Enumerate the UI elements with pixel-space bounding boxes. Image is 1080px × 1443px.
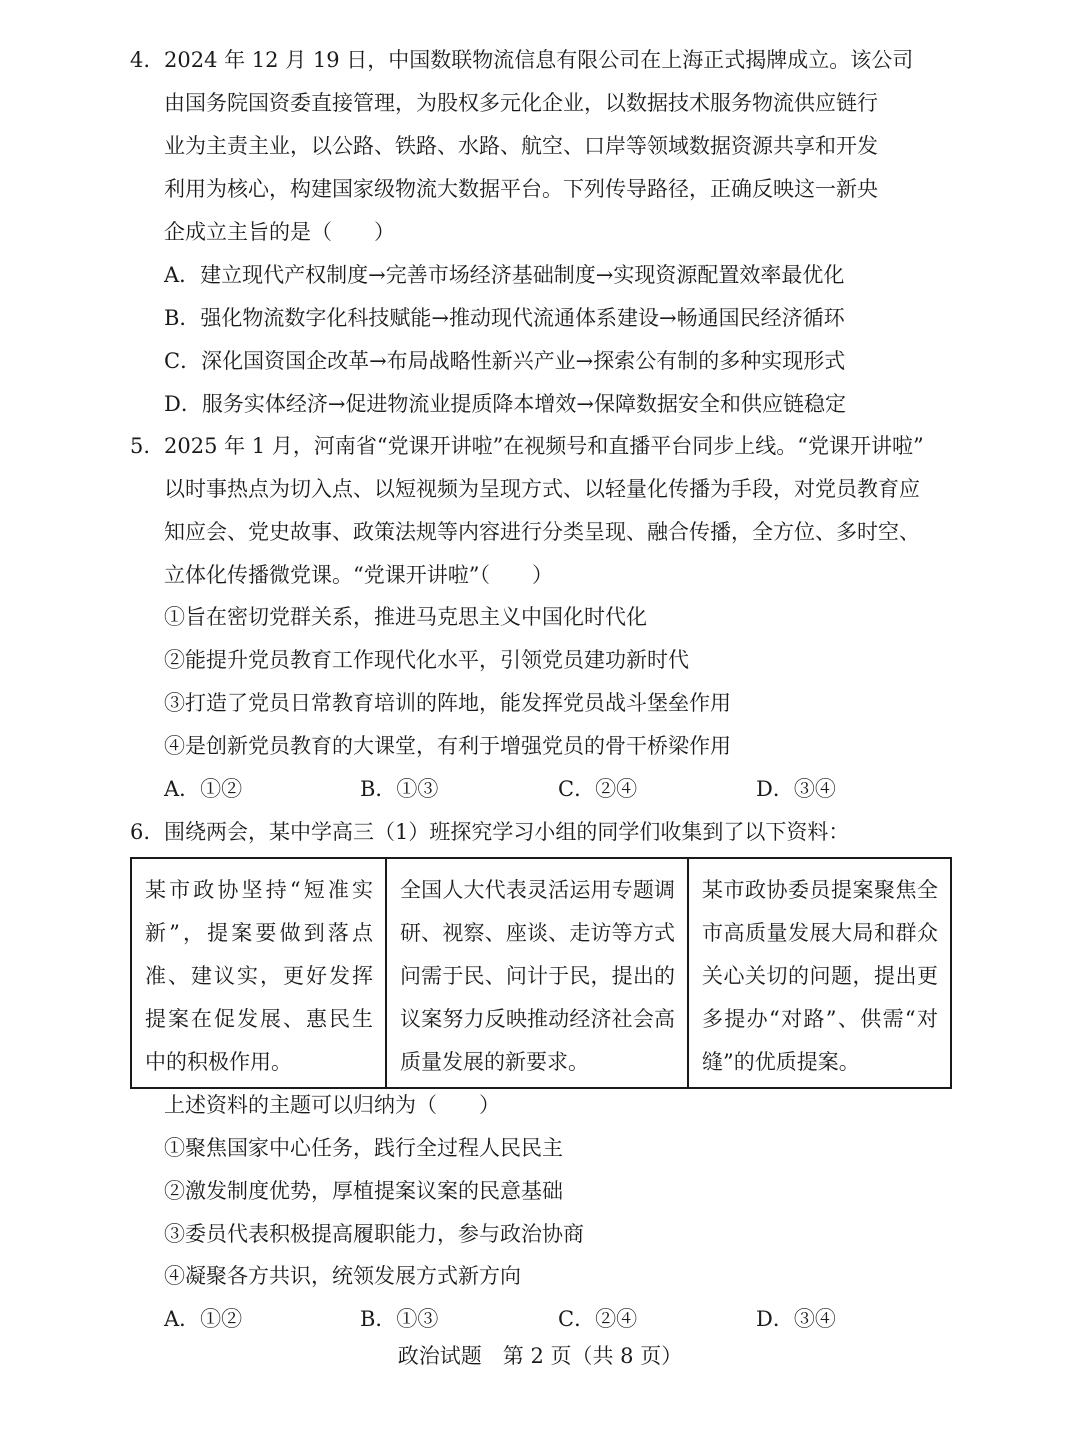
q6-number: 6. — [130, 820, 151, 844]
material-2: 全国人大代表灵活运用专题调研、视察、座谈、走访等方式问需于民、问计于民，提出的议案努力反映推动经济社会高质量发展的新要求。 — [386, 858, 688, 1088]
q6-intro: 围绕两会，某中学高三（1）班探究学习小组的同学们收集到了以下资料： — [164, 820, 850, 844]
material-3: 某市政协委员提案聚焦全市高质量发展大局和群众关心关切的问题，提出更多提办“对路”、供需“对缝”的优质提案。 — [688, 858, 951, 1088]
q4-option-a: A．建立现代产权制度→完善市场经济基础制度→实现资源配置效率最优化 — [164, 263, 845, 287]
q4-line-2: 由国务院国资委直接管理，为股权多元化企业，以数据技术服务物流供应链行 — [164, 91, 878, 115]
q5-line-2: 以时事热点为切入点、以短视频为呈现方式、以轻量化传播为手段，对党员教育应 — [164, 477, 920, 501]
q4-number: 4. — [130, 48, 151, 72]
q6-statement-4: ④凝聚各方共识，统领发展方式新方向 — [164, 1264, 521, 1288]
q6-statement-1: ①聚焦国家中心任务，践行全过程人民民主 — [164, 1136, 563, 1160]
q4-option-b: B．强化物流数字化科技赋能→推动现代流通体系建设→畅通国民经济循环 — [164, 306, 845, 330]
q5-statement-2: ②能提升党员教育工作现代化水平，引领党员建功新时代 — [164, 648, 689, 672]
q6-choice-a: A．①② — [164, 1307, 243, 1331]
q4-option-d: D．服务实体经济→促进物流业提质降本增效→保障数据安全和供应链稳定 — [164, 392, 847, 416]
q5-choice-c: C．②④ — [558, 777, 638, 801]
q5-line-3: 知应会、党史故事、政策法规等内容进行分类呈现、融合传播，全方位、多时空、 — [164, 520, 920, 544]
q5-statement-1: ①旨在密切党群关系，推进马克思主义中国化时代化 — [164, 605, 647, 629]
q5-statement-3: ③打造了党员日常教育培训的阵地，能发挥党员战斗堡垒作用 — [164, 691, 731, 715]
q5-choice-a: A．①② — [164, 777, 243, 801]
q5-line-1: 2025 年 1 月，河南省“党课开讲啦”在视频号和直播平台同步上线。“党课开讲啦” — [164, 434, 924, 458]
q5-line-4: 立体化传播微党课。“党课开讲啦”（ ） — [164, 563, 553, 587]
q6-statement-3: ③委员代表积极提高履职能力，参与政治协商 — [164, 1222, 584, 1246]
materials-table — [130, 857, 952, 1089]
q6-choice-b: B．①③ — [360, 1307, 439, 1331]
q6-choice-d: D．③④ — [756, 1307, 836, 1331]
page-footer: 政治试题 第 2 页（共 8 页） — [397, 1344, 683, 1368]
q4-line-1: 2024 年 12 月 19 日，中国数联物流信息有限公司在上海正式揭牌成立。该公司 — [164, 48, 914, 72]
q4-line-3: 业为主责主业，以公路、铁路、水路、航空、口岸等领域数据资源共享和开发 — [164, 134, 878, 158]
q6-choice-c: C．②④ — [558, 1307, 638, 1331]
material-1: 某市政协坚持“短准实新”，提案要做到落点准、建议实，更好发挥提案在促发展、惠民生中的积极作用。 — [131, 858, 386, 1088]
q4-line-5: 企成立主旨的是（ ） — [164, 220, 395, 244]
q5-choice-b: B．①③ — [360, 777, 439, 801]
q5-number: 5. — [130, 434, 151, 458]
q6-statement-2: ②激发制度优势，厚植提案议案的民意基础 — [164, 1179, 563, 1203]
q5-choice-d: D．③④ — [756, 777, 836, 801]
q4-line-4: 利用为核心，构建国家级物流大数据平台。下列传导路径，正确反映这一新央 — [164, 177, 878, 201]
q4-option-c: C．深化国资国企改革→布局战略性新兴产业→探索公有制的多种实现形式 — [164, 349, 846, 373]
q5-statement-4: ④是创新党员教育的大课堂，有利于增强党员的骨干桥梁作用 — [164, 734, 731, 758]
q6-question: 上述资料的主题可以归纳为（ ） — [164, 1093, 500, 1117]
